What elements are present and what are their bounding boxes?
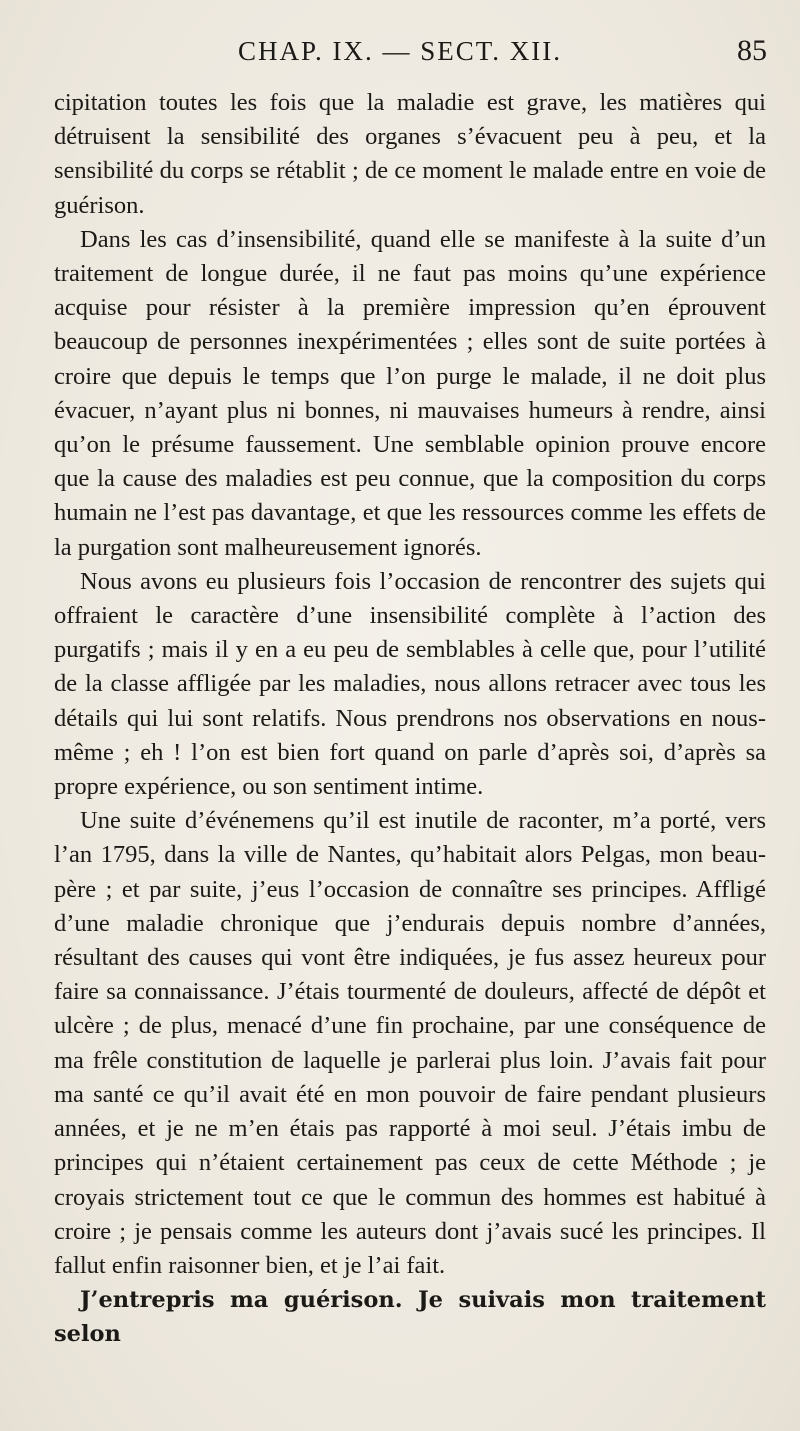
paragraph-insensibility: Dans les cas d’insensibilité, quand elle se manifeste à la suite d’un traitement de longue durée, il ne faut pas moins qu’une expérience acquise pour résister à la première impression qu’en éprouvent beaucoup de personnes inexpérimentées ; elles sont de suite portées à croire que depuis le temps que l’on purge le malade, il ne doit plus évacuer, n’ayant plus ni bonnes, ni mauvaises humeurs à rendre, ainsi qu’on le présume faussement. Une semblable opinion prouve encore que la cause des maladies est peu connue, que la composition du corps humain ne l’est pas davantage, et que les ressources comme les effets de la purgation sont malheureusement ignorés. [54,225,766,561]
body-text [54,86,766,1352]
paragraph-personal-account: Une suite d’événemens qu’il est inutile de raconter, m’a porté, vers l’an 1795, dans la ville de Nantes, qu’habitait alors Pelgas, mon beau-père ; et par suite, j’eus l’occasion de connaître ses principes. Affligé d’une maladie chronique que j’endurais depuis nombre d’années, résultant des causes qui vont être indiquées, je fus assez heureux pour faire sa connaissance. J’étais tourmenté de douleurs, affecté de dépôt et ulcère ; de plus, menacé d’une fin prochaine, par une conséquence de ma frêle constitution de laquelle je parlerai plus loin. J’avais fait pour ma santé ce qu’il avait été en mon pouvoir de faire pendant plusieurs années, et je ne m’en étais pas rapporté à moi seul. J’étais imbu de principes qui n’étaient certainement pas ceux de cette Méthode ; je croyais strictement tout ce que le commun des hommes est habitué à croire ; je pensais comme les auteurs dont j’avais sucé les principes. Il fallut enfin raisonner bien, et je l’ai fait. [54,807,766,1279]
running-head [0,30,800,70]
paragraph-observations: Nous avons eu plusieurs fois l’occasion de rencontrer des sujets qui offraient le caractère d’une insensibilité complète à l’action des purgatifs ; mais il y en a eu peu de semblables à celle que, pour l’utilité de la classe affligée par les maladies, nous allons retracer avec tous les détails qui lui sont relatifs. Nous prendrons nos observations en nous-même ; eh ! l’on est bien fort quand on parle d’après soi, d’après sa propre expérience, ou son sentiment intime. [54,567,766,801]
page-number: 85 [737,34,767,67]
paragraph-final-line: J’entrepris ma guérison. Je suivais mon traitement selon [54,1287,766,1348]
paragraph-continuation: cipitation toutes les fois que la maladie est grave, les matières qui détruisent la sensibilité des organes s’évacuent peu à peu, et la sensibilité du corps se rétablit ; de ce moment le malade entre en voie de guérison. [54,89,766,219]
running-title: CHAP. IX. — SECT. XII. [237,36,562,66]
